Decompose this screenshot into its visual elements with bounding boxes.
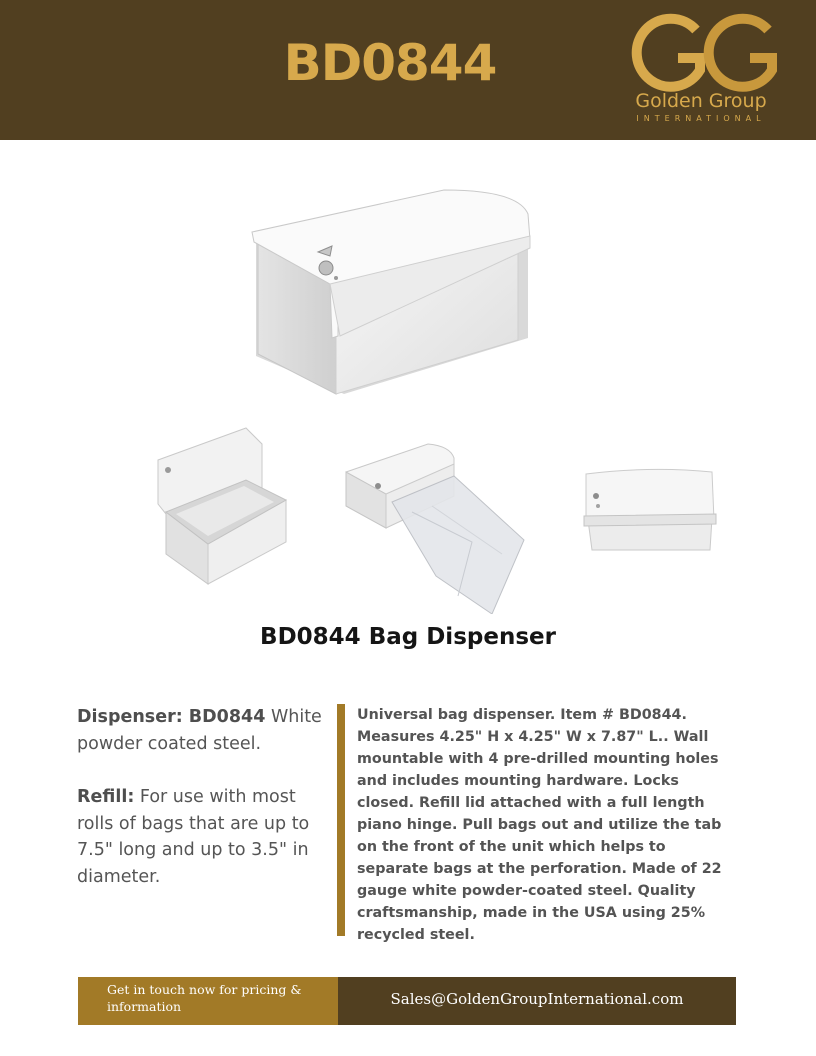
refill-text: For use with most rolls of bags that are up to 7.5" long and up to 3.5" in diameter. (77, 787, 310, 887)
dispenser-detail (77, 704, 329, 757)
product-title: BD0844 Bag Dispenser (260, 624, 556, 650)
refill-detail (77, 784, 329, 890)
logo-name: Golden Group (635, 90, 767, 112)
logo-subtitle: INTERNATIONAL (636, 114, 766, 123)
email-box[interactable] (338, 977, 736, 1025)
dispenser-text: White powder coated steel. (77, 707, 322, 754)
contact-prompt: Get in touch now for pricing & information (107, 982, 302, 1014)
product-bag-dispensing-image (342, 436, 527, 614)
product-details (77, 704, 329, 890)
main-product-image (248, 160, 538, 400)
golden-group-logo (622, 8, 780, 132)
gg-monogram-icon (630, 8, 780, 100)
page-title: BD0844 (283, 34, 497, 92)
dispenser-label: Dispenser: BD0844 (77, 707, 266, 727)
page-header (0, 0, 816, 140)
contact-prompt-box (78, 977, 338, 1025)
product-closed-front-image (580, 466, 720, 556)
sales-email-link[interactable]: Sales@GoldenGroupInternational.com (390, 990, 684, 1008)
refill-label: Refill: (77, 787, 135, 807)
product-description: Universal bag dispenser. Item # BD0844. Measures 4.25" H x 4.25" W x 7.87" L.. Wall mountable with 4 pre-drilled mounting holes and includes mounting hardware. Locks closed. Refill lid attached with a full length piano hinge. Pull bags out and utilize the tab on the front of the unit which helps to separate bags at the perforation. Made of 22 gauge white powder-coated steel. Quality craftsmanship, made in the USA using 25% recycled steel. (357, 707, 722, 943)
column-divider (337, 704, 345, 936)
product-open-lid-image (150, 424, 295, 589)
